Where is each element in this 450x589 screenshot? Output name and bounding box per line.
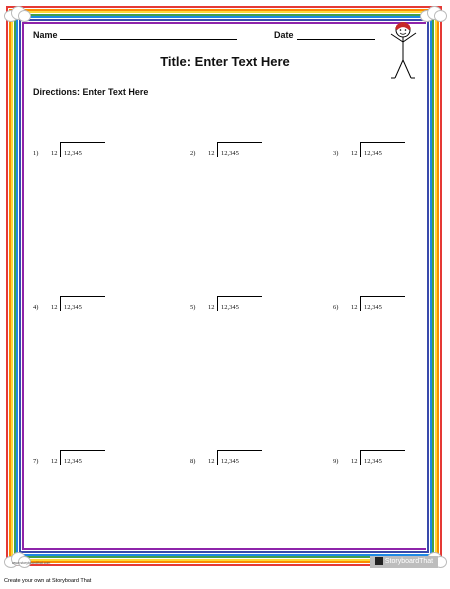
cloud-decoration-icon	[4, 4, 30, 22]
problem-dividend: 12,345	[364, 458, 382, 465]
problem-number: 6)	[333, 304, 339, 311]
problem-number: 2)	[190, 150, 196, 157]
problem-dividend: 12,345	[364, 150, 382, 157]
cloud-decoration-icon	[4, 550, 30, 568]
cloud-decoration-icon	[420, 4, 446, 22]
problem-divisor: 12	[51, 458, 58, 465]
problem-divisor: 12	[351, 304, 358, 311]
problem-number: 3)	[333, 150, 339, 157]
problem-divisor: 12	[51, 150, 58, 157]
problem-dividend: 12,345	[64, 458, 82, 465]
problem-dividend: 12,345	[364, 304, 382, 311]
problem-dividend: 12,345	[221, 304, 239, 311]
problem-divisor: 12	[351, 458, 358, 465]
problem-number: 5)	[190, 304, 196, 311]
problem-number: 9)	[333, 458, 339, 465]
problem-divisor: 12	[208, 458, 215, 465]
storyboardthat-logo[interactable]	[370, 556, 438, 568]
problem-dividend: 12,345	[64, 150, 82, 157]
problem-divisor: 12	[208, 304, 215, 311]
directions-text[interactable]: Directions: Enter Text Here	[33, 87, 149, 97]
problem-divisor: 12	[351, 150, 358, 157]
problem-number: 8)	[190, 458, 196, 465]
date-label: Date	[274, 30, 294, 40]
problem-number: 4)	[33, 304, 39, 311]
page-title[interactable]: Title: Enter Text Here	[160, 54, 290, 69]
logo-text: StoryboardThat	[384, 558, 434, 565]
problem-divisor: 12	[51, 304, 58, 311]
date-field[interactable]	[297, 39, 375, 40]
storyboard-url: www.storyboardthat.com	[12, 561, 51, 565]
name-label: Name	[33, 30, 58, 40]
name-field[interactable]	[60, 39, 237, 40]
problem-dividend: 12,345	[221, 150, 239, 157]
logo-mark-icon	[375, 557, 383, 565]
footer-credit[interactable]: Create your own at Storyboard That	[4, 578, 92, 584]
stick-figure-character-icon	[383, 20, 423, 82]
worksheet-area	[24, 24, 426, 548]
problem-number: 1)	[33, 150, 39, 157]
problem-divisor: 12	[208, 150, 215, 157]
problem-number: 7)	[33, 458, 39, 465]
problem-dividend: 12,345	[221, 458, 239, 465]
problem-dividend: 12,345	[64, 304, 82, 311]
